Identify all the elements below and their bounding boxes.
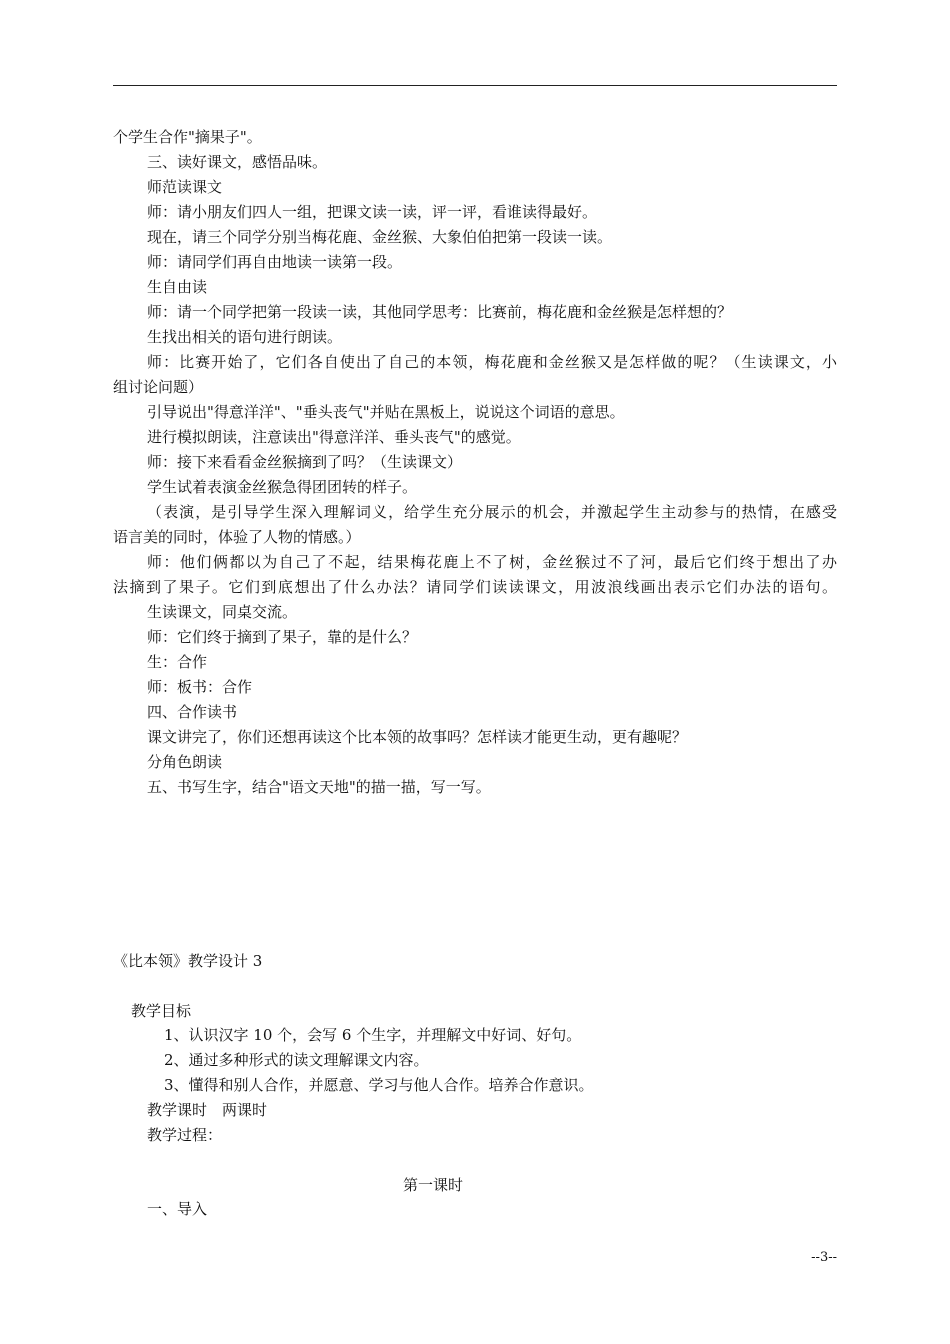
text-line: 课文讲完了，你们还想再读这个比本领的故事吗？怎样读才能更生动，更有趣呢？ <box>147 728 688 746</box>
goal-item: 1、认识汉字 10 个，会写 6 个生字，并理解文中好词、好句。 <box>164 1026 582 1044</box>
text-line: 法摘到了果子。它们到底想出了什么办法？请同学们读读课文，用波浪线画出表示它们办法的语句。 <box>113 578 837 596</box>
text-line: 分角色朗读 <box>147 753 223 771</box>
goals-heading: 教学目标 <box>131 1002 192 1020</box>
text-line: 师范读课文 <box>147 178 223 196</box>
page-number: --3-- <box>811 1250 837 1265</box>
text-line: 引导说出"得意洋洋"、"垂头丧气"并贴在黑板上，说说这个词语的意思。 <box>147 403 625 421</box>
text-line: 进行模拟朗读，注意读出"得意洋洋、垂头丧气"的感觉。 <box>147 428 521 446</box>
goal-item: 3、懂得和别人合作，并愿意、学习与他人合作。培养合作意识。 <box>164 1076 594 1094</box>
text-line: 师：请小朋友们四人一组，把课文读一读，评一评，看谁读得最好。 <box>147 203 598 221</box>
section-heading: 一、导入 <box>147 1200 208 1218</box>
text-line: 组讨论问题） <box>113 378 204 396</box>
text-line: 生读课文，同桌交流。 <box>147 603 298 621</box>
section-heading: 三、读好课文，感悟品味。 <box>147 153 328 171</box>
lesson-title: 第一课时 <box>402 1176 463 1194</box>
text-line: 师：请同学们再自由地读一读第一段。 <box>147 253 403 271</box>
section-heading: 四、合作读书 <box>147 703 238 721</box>
text-line: 生：合作 <box>147 653 208 671</box>
text-line: 生自由读 <box>147 278 208 296</box>
text-line: 师：他们俩都以为自己了不起，结果梅花鹿上不了树，金丝猴过不了河，最后它们终于想出了办 <box>147 553 837 571</box>
text-line: 生找出相关的语句进行朗读。 <box>147 328 343 346</box>
text-line: 师：接下来看看金丝猴摘到了吗？（生读课文） <box>147 453 463 471</box>
text-line: 个学生合作"摘果子"。 <box>113 128 262 146</box>
text-line: 学生试着表演金丝猴急得团团转的样子。 <box>147 478 418 496</box>
header-rule <box>113 85 837 86</box>
text-line: 师：板书：合作 <box>147 678 253 696</box>
text-line: （表演，是引导学生深入理解词义，给学生充分展示的机会，并激起学生主动参与的热情，在感受 <box>147 503 837 521</box>
text-line: 师：它们终于摘到了果子，靠的是什么？ <box>147 628 418 646</box>
text-line: 师：比赛开始了，它们各自使出了自己的本领，梅花鹿和金丝猴又是怎样做的呢？（生读课文，小 <box>147 353 837 371</box>
process-label: 教学过程： <box>147 1126 223 1144</box>
text-line: 语言美的同时，体验了人物的情感。） <box>113 528 361 546</box>
section-heading: 五、书写生字，结合"语文天地"的描一描，写一写。 <box>147 778 491 796</box>
design-title: 《比本领》教学设计 3 <box>113 952 263 970</box>
class-hours: 教学课时 两课时 <box>147 1101 268 1119</box>
goal-item: 2、通过多种形式的读文理解课文内容。 <box>164 1051 429 1069</box>
text-line: 师：请一个同学把第一段读一读，其他同学思考：比赛前，梅花鹿和金丝猴是怎样想的？ <box>147 303 733 321</box>
text-line: 现在，请三个同学分别当梅花鹿、金丝猴、大象伯伯把第一段读一读。 <box>147 228 613 246</box>
